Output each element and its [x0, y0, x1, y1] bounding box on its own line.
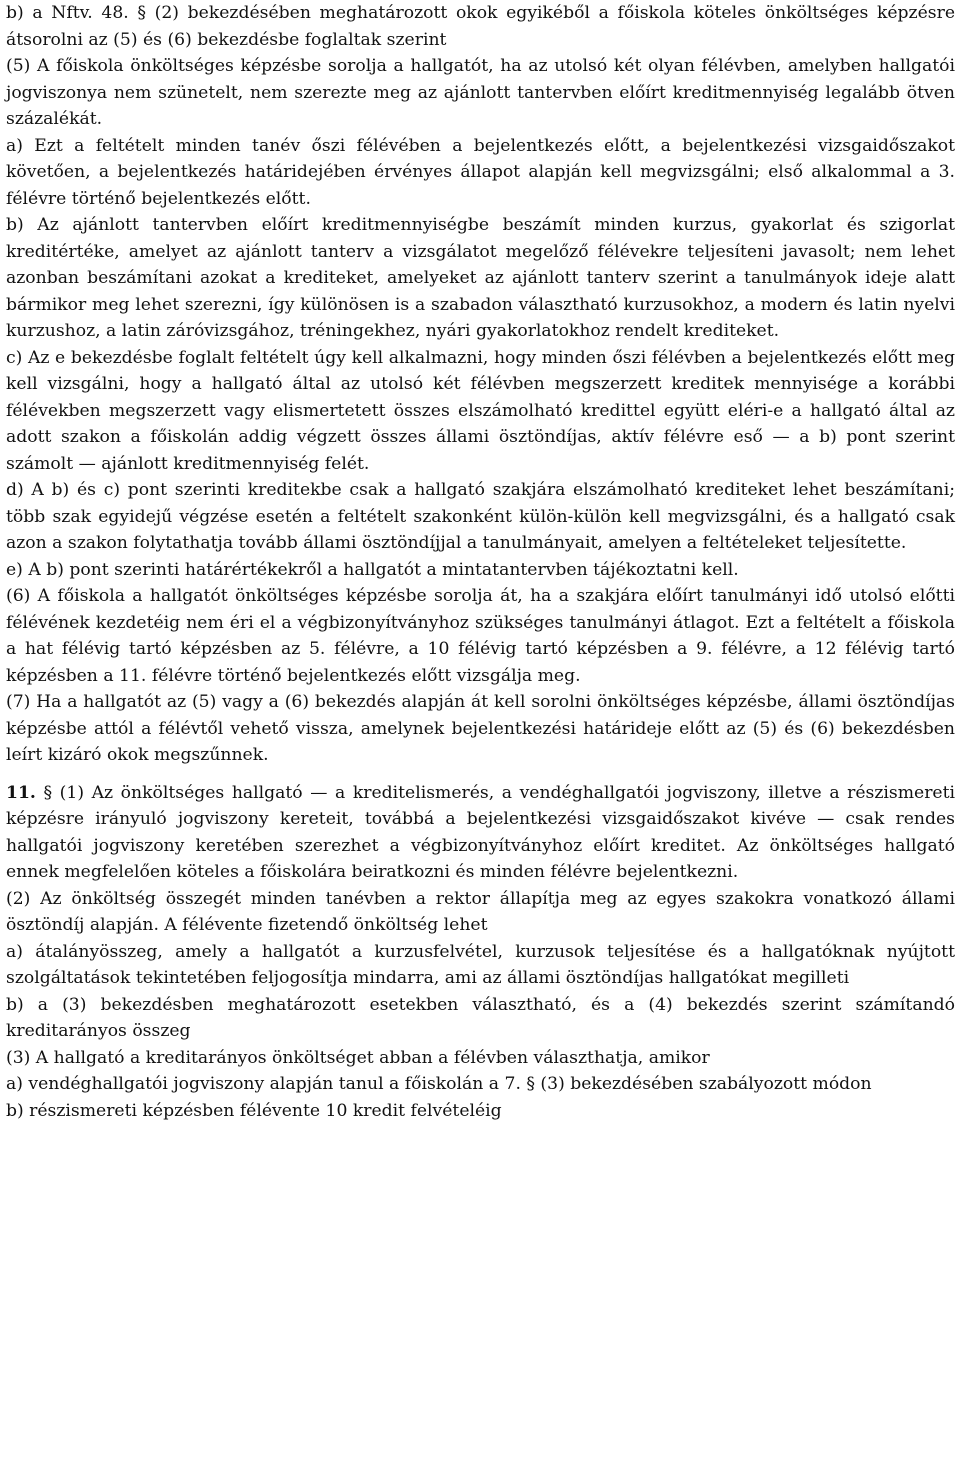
section-11-paragraph-2: (2) Az önköltség összegét minden tanévben a rektor állapítja meg az egyes szakokra vonatkozó állami ösztöndíj alapján. A félévente fizetendő önköltség lehet [6, 888, 955, 935]
paragraph-6: (6) A főiskola a hallgatót önköltséges képzésbe sorolja át, ha a szakjára előírt tanulmányi idő utolsó előtti félévének kezdetéig nem éri el a végbizonyítványhoz szükséges tanulmányi átlagot. Ezt a feltételt a főiskola a hat félévig tartó képzésben az 5. félévre, a 10 félévig tartó képzésben a 9. félévre, a 12 félévig tartó képzésben a 11. félévre történő bejelentkezés előtt vizsgálja meg. [6, 586, 955, 686]
paragraph-5b: b) Az ajánlott tantervben előírt kreditmennyiségbe beszámít minden kurzus, gyakorlat és szigorlat kreditértéke, amelyet az ajánlott tanterv a vizsgálatot megelőző félévekre teljesíteni javasolt; nem lehet azonban beszámítani azokat a krediteket, amelyeket az ajánlott tanterv szerint a tanulmányok ideje alatt bármikor meg lehet szerezni, így különösen is a szabadon választható kurzusokhoz, a modern és latin nyelvi kurzushoz, a latin záróvizsgához, tréningekhez, nyári gyakorlatokhoz rendelt krediteket. [6, 215, 955, 341]
section-11-paragraph-2a: a) átalányösszeg, amely a hallgatót a kurzusfelvétel, kurzusok teljesítése és a hallgatóknak nyújtott szolgáltatások tekintetében feljogosítja mindarra, ami az állami ösztöndíjas hallgatókat megilleti [6, 941, 955, 988]
section-11-paragraph-3b: b) részismereti képzésben félévente 10 kredit felvételéig [6, 1100, 502, 1121]
section-11-paragraph-3a: a) vendéghallgatói jogviszony alapján tanul a főiskolán a 7. § (3) bekezdésében szabályozott módon [6, 1074, 872, 1094]
paragraph-b-nftv: b) a Nftv. 48. § (2) bekezdésében meghatározott okok egyikéből a főiskola köteles önköltséges képzésre átsorolni az (5) és (6) bekezdésbe foglaltak szerint [6, 3, 955, 50]
paragraph-5e: e) A b) pont szerinti határértékekről a hallgatót a mintatantervben tájékoztatni kell. [6, 559, 739, 580]
section-number: 11. [6, 782, 36, 803]
paragraph-7: (7) Ha a hallgatót az (5) vagy a (6) bekezdés alapján át kell sorolni önköltséges képzésbe, állami ösztöndíjas képzésbe attól a félévtől vehető vissza, amelynek bejelentkezési határideje előtt az (5) és (6) bekezdésben leírt kizáró okok megszűnnek. [6, 692, 955, 765]
paragraph-5c: c) Az e bekezdésbe foglalt feltételt úgy kell alkalmazni, hogy minden őszi félévben a bejelentkezés előtt meg kell vizsgálni, hogy a hallgató által az utolsó két félévben megszerzett kreditek mennyisége a korábbi félévekben megszerzett vagy elismertetett összes elszámolható kredittel együtt eléri-e a hallgató által az adott szakon a főiskolán addig végzett összes állami ösztöndíjas, aktív félévre eső — a b) pont szerint számolt — ajánlott kreditmennyiség felét. [6, 347, 955, 474]
section-11-paragraph-2b: b) a (3) bekezdésben meghatározott esetekben választható, és a (4) bekezdés szerint számítandó kreditarányos összeg [6, 994, 955, 1041]
paragraph-5: (5) A főiskola önköltséges képzésbe sorolja a hallgatót, ha az utolsó két olyan félévben, amelyben hallgatói jogviszonya nem szünetelt, nem szerezte meg az ajánlott tantervben előírt kreditmennyiség legalább ötven százalékát. [6, 56, 955, 129]
section-11-text: § (1) Az önköltséges hallgató — a kreditelismerés, a vendéghallgatói jogviszony, illetve a részismereti képzésre irányuló jogviszony kereteit, továbbá a bejelentkezési vizsgaidőszakot kivéve — csak rendes hallgatói jogviszony keretében szerezhet a végbizonyítványhoz előírt kreditet. Az önköltséges hallgató ennek megfelelően köteles a főiskolára beiratkozni és minden félévre bejelentkezni. [6, 782, 955, 882]
section-11-paragraph-3: (3) A hallgató a kreditarányos önköltséget abban a félévben választhatja, amikor [6, 1047, 710, 1068]
paragraph-5a: a) Ezt a feltételt minden tanév őszi félévében a bejelentkezés előtt, a bejelentkezési vizsgaidőszakot követően, a bejelentkezés határidejében érvényes állapot alapján kell megvizsgálni; első alkalommal a 3. félévre történő bejelentkezés előtt. [6, 135, 955, 209]
paragraph-5d: d) A b) és c) pont szerinti kreditekbe csak a hallgató szakjára elszámolható krediteket lehet beszámítani; több szak egyidejű végzése esetén a feltételt szakonként külön-külön kell megvizsgálni, és a hallgató csak azon a szakon folytathatja tovább állami ösztöndíjjal a tanulmányait, amelyen a feltételeket teljesítette. [6, 480, 955, 553]
section-11-paragraph-1 [6, 780, 955, 886]
